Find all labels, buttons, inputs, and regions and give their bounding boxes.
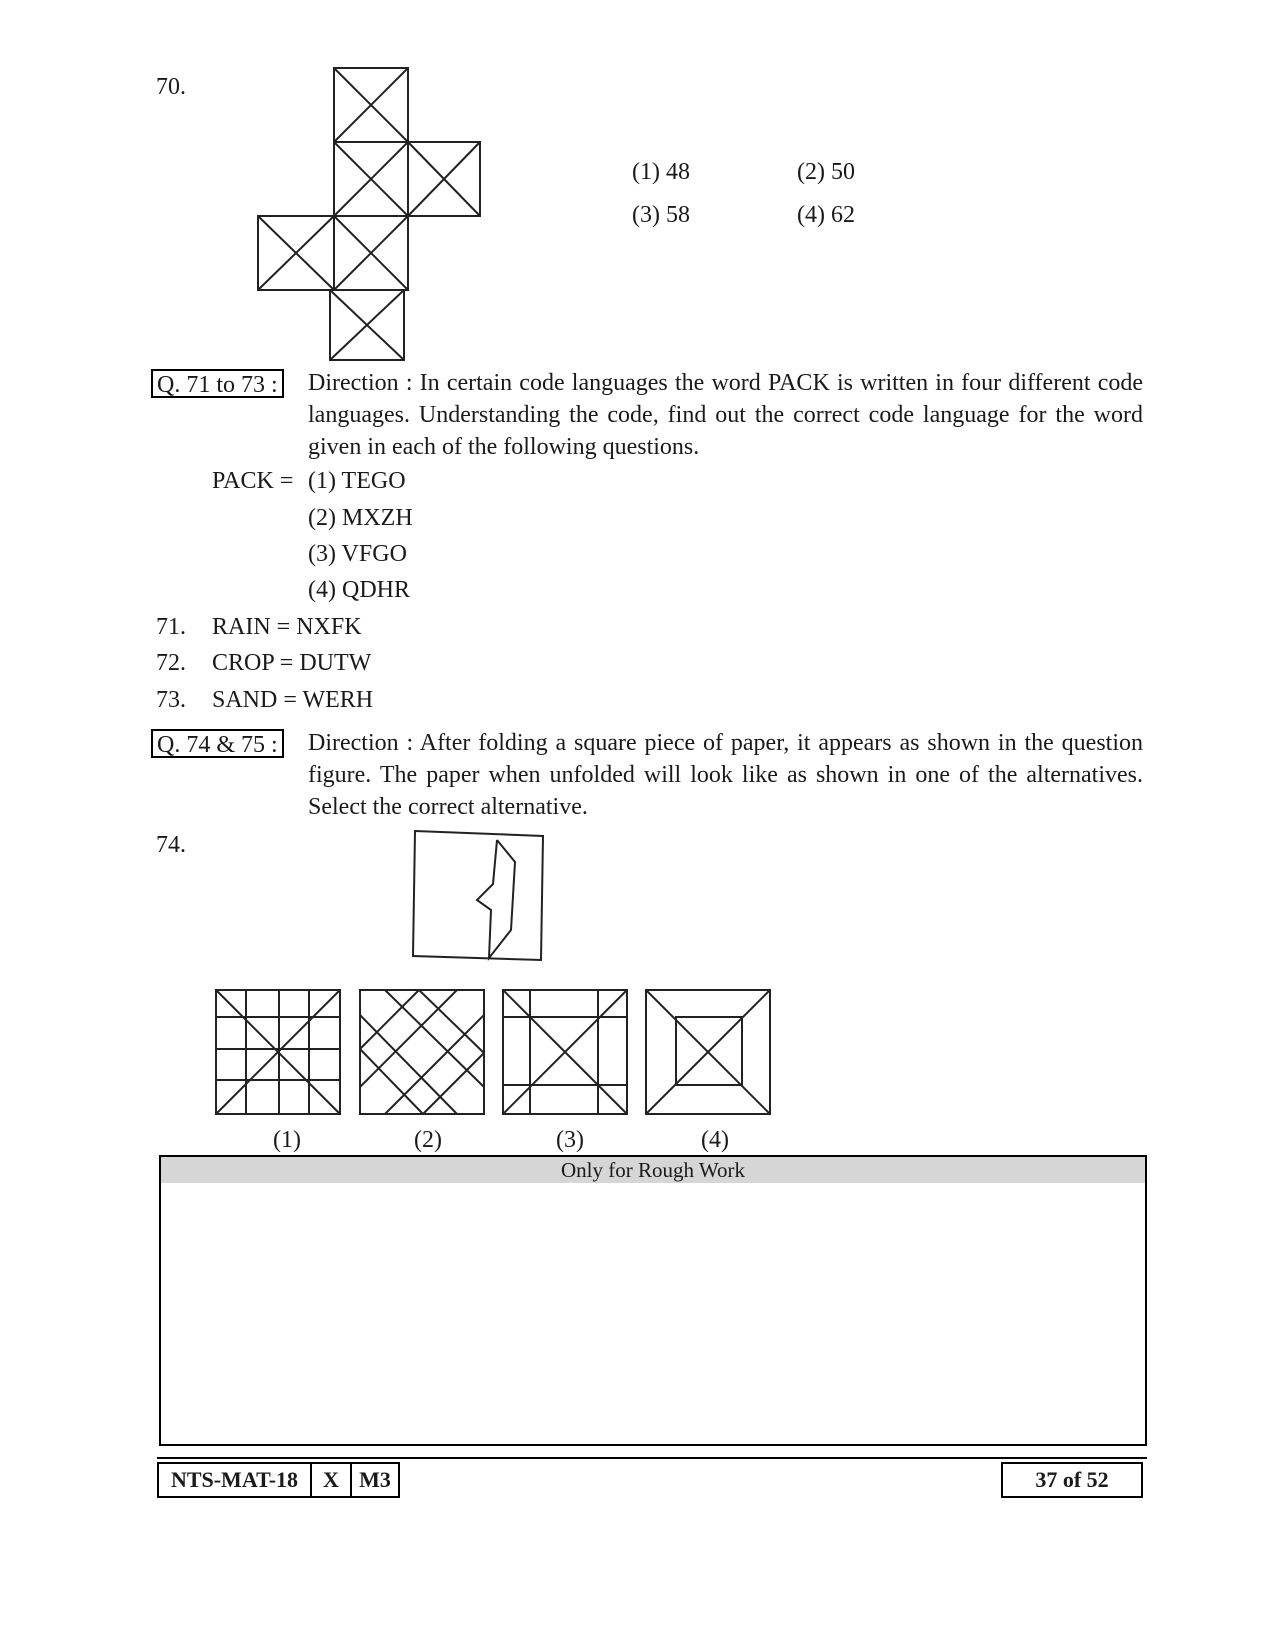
q70-option-3[interactable]: (3) 58 (632, 202, 690, 228)
direction-range-71-73: Q. 71 to 73 : (151, 369, 284, 398)
pack-code-1: (1) TEGO (308, 468, 406, 494)
footer-set: M3 (352, 1462, 400, 1498)
question-number-74: 74. (156, 832, 186, 858)
q70-cube-net-figure (250, 62, 490, 364)
question-number-71: 71. (156, 614, 186, 640)
footer-divider (157, 1457, 1147, 1459)
question-73-text: SAND = WERH (212, 687, 374, 713)
q74-alternative-3-figure[interactable] (500, 987, 630, 1117)
q74-alternative-2-figure[interactable] (357, 987, 487, 1117)
pack-code-4: (4) QDHR (308, 577, 410, 603)
pack-code-2: (2) MXZH (308, 505, 413, 531)
q74-alternative-1-figure[interactable] (213, 987, 343, 1117)
q70-option-2[interactable]: (2) 50 (797, 159, 855, 185)
q74-alternative-4-figure[interactable] (643, 987, 773, 1117)
question-71-text: RAIN = NXFK (212, 614, 362, 640)
footer-code: NTS-MAT-18 (157, 1462, 312, 1498)
q74-alternative-2-label: (2) (414, 1127, 442, 1153)
footer-page-number: 37 of 52 (1001, 1462, 1143, 1498)
footer-class: X (312, 1462, 352, 1498)
question-number-73: 73. (156, 687, 186, 713)
q74-question-figure (405, 826, 550, 966)
q70-option-4[interactable]: (4) 62 (797, 202, 855, 228)
q74-alternative-3-label: (3) (556, 1127, 584, 1153)
rough-work-box (159, 1155, 1147, 1446)
question-number-72: 72. (156, 650, 186, 676)
q70-option-1[interactable]: (1) 48 (632, 159, 690, 185)
q74-alternative-1-label: (1) (273, 1127, 301, 1153)
q74-alternative-4-label: (4) (701, 1127, 729, 1153)
direction-range-74-75: Q. 74 & 75 : (151, 729, 284, 758)
question-number-70: 70. (156, 74, 186, 100)
pack-label: PACK = (212, 468, 294, 494)
question-72-text: CROP = DUTW (212, 650, 372, 676)
rough-work-title: Only for Rough Work (161, 1157, 1145, 1183)
direction-text-71-73: Direction : In certain code languages the word PACK is written in four different code languages. Understanding the code, find out the correct code language for the word given in each of the following questions. (308, 370, 1143, 460)
pack-code-3: (3) VFGO (308, 541, 407, 567)
direction-text-74-75: Direction : After folding a square piece of paper, it appears as shown in the question figure. The paper when unfolded will look like as shown in one of the alternatives. Select the correct alternative. (308, 730, 1143, 820)
